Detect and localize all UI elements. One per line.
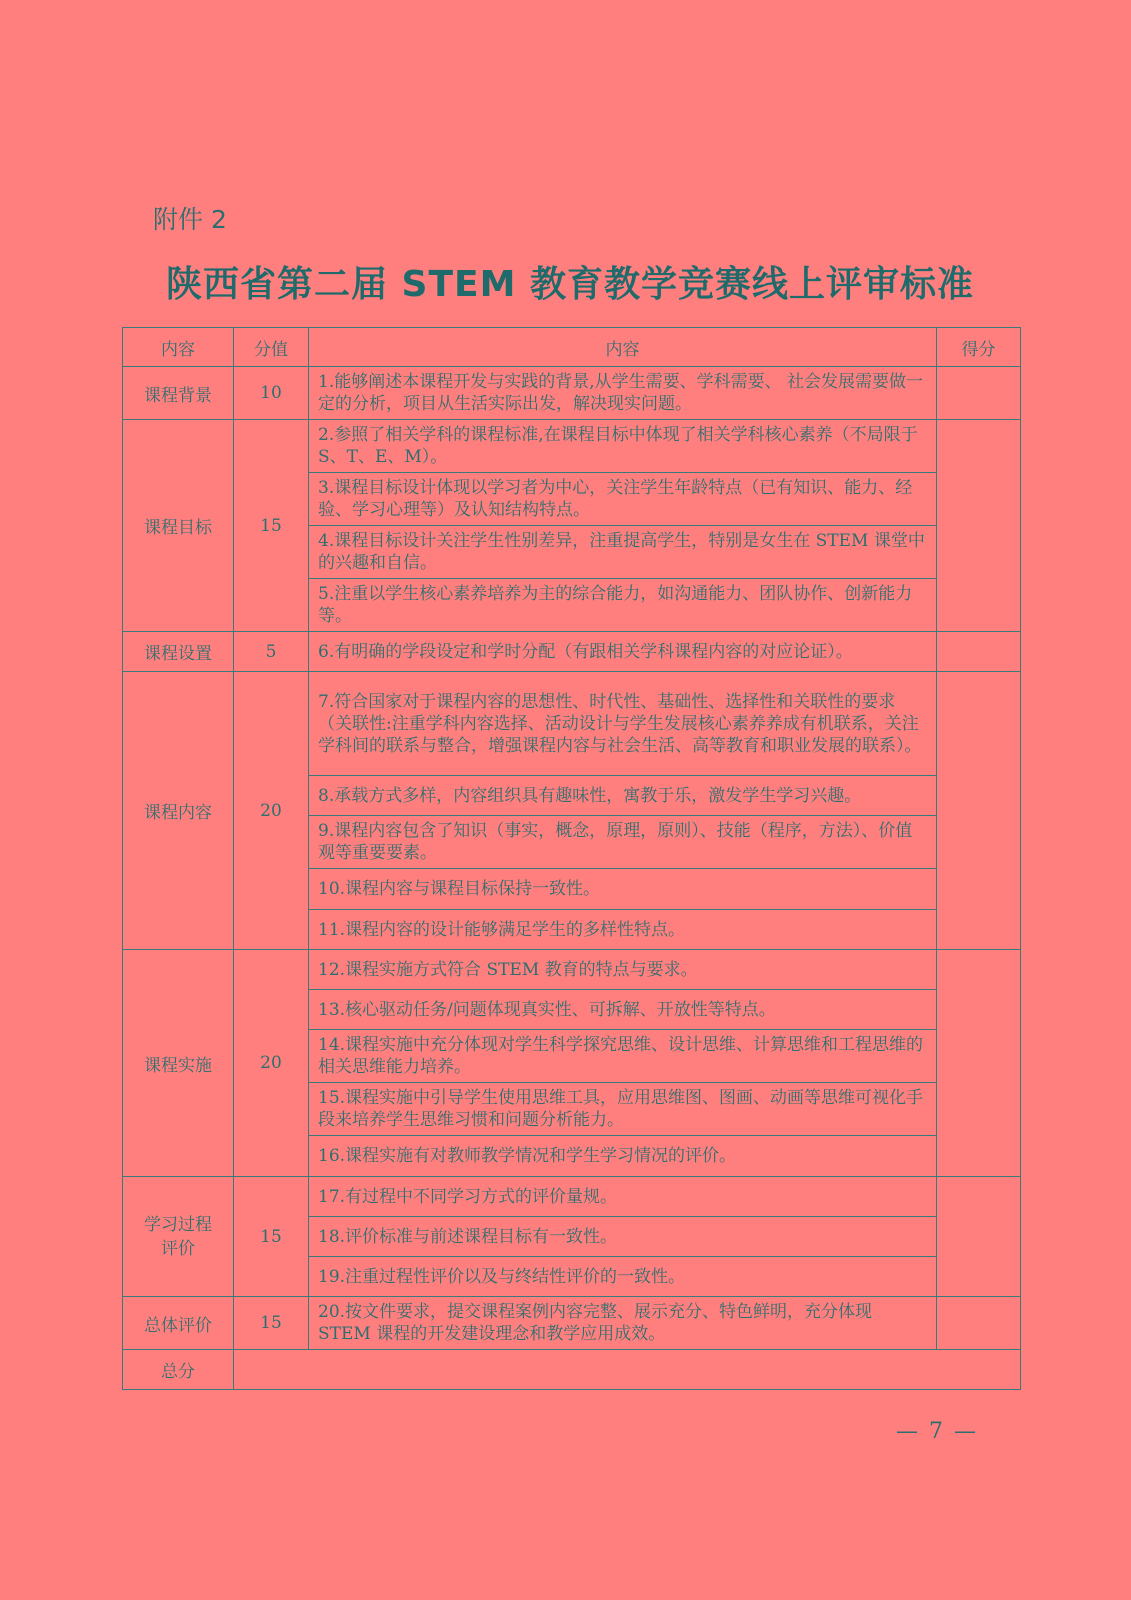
score-cell: 15 [234,1297,309,1350]
table-header-row [123,328,1021,367]
criterion-cell: 17.有过程中不同学习方式的评价量规。 [309,1177,937,1217]
obtained-score-cell[interactable] [937,367,1021,420]
criterion-cell: 5.注重以学生核心素养培养为主的综合能力，如沟通能力、团队协作、创新能力等。 [309,579,937,632]
attachment-label: 附件 2 [153,205,227,234]
category-cell: 课程设置 [123,632,234,672]
criterion-cell: 2.参照了相关学科的课程标准,在课程目标中体现了相关学科核心素养（不局限于 S、T、E、M）。 [309,420,937,473]
table-row [123,672,1021,776]
table-row [123,367,1021,420]
header-score: 分值 [234,328,309,367]
obtained-score-cell[interactable] [937,632,1021,672]
table-row [123,420,1021,473]
category-cell: 学习过程评价 [123,1177,234,1297]
category-cell: 课程内容 [123,672,234,950]
criterion-cell: 16.课程实施有对教师教学情况和学生学习情况的评价。 [309,1136,937,1177]
evaluation-table [122,327,1021,1390]
criterion-cell: 12.课程实施方式符合 STEM 教育的特点与要求。 [309,950,937,990]
criterion-cell: 20.按文件要求，提交课程案例内容完整、展示充分、特色鲜明，充分体现 STEM 课程的开发建设理念和教学应用成效。 [309,1297,937,1350]
criterion-cell: 8.承载方式多样，内容组织具有趣味性，寓教于乐，激发学生学习兴趣。 [309,776,937,816]
total-row [123,1350,1021,1390]
criterion-cell: 1.能够阐述本课程开发与实践的背景,从学生需要、学科需要、 社会发展需要做一定的分析，项目从生活实际出发，解决现实问题。 [309,367,937,420]
category-cell: 总体评价 [123,1297,234,1350]
criterion-cell: 7.符合国家对于课程内容的思想性、时代性、基础性、选择性和关联性的要求（关联性:注重学科内容选择、活动设计与学生发展核心素养养成有机联系，关注学科间的联系与整合，增强课程内容与社会生活、高等教育和职业发展的联系）。 [309,672,937,776]
criterion-cell: 13.核心驱动任务/问题体现真实性、可拆解、开放性等特点。 [309,990,937,1030]
table-row [123,950,1021,990]
obtained-score-cell[interactable] [937,1177,1021,1297]
criterion-cell: 6.有明确的学段设定和学时分配（有跟相关学科课程内容的对应论证）。 [309,632,937,672]
criterion-cell: 15.课程实施中引导学生使用思维工具，应用思维图、图画、动画等思维可视化手段来培养学生思维习惯和问题分析能力。 [309,1083,937,1136]
page-number: — 7 — [896,1419,978,1444]
table-row [123,1177,1021,1217]
document-title: 陕西省第二届 STEM 教育教学竞赛线上评审标准 [166,264,974,305]
obtained-score-cell[interactable] [937,1297,1021,1350]
table-row [123,632,1021,672]
criterion-cell: 3.课程目标设计体现以学习者为中心，关注学生年龄特点（已有知识、能力、经验、学习心理等）及认知结构特点。 [309,473,937,526]
header-obtained: 得分 [937,328,1021,367]
header-content: 内容 [309,328,937,367]
total-value-cell[interactable] [234,1350,1021,1390]
obtained-score-cell[interactable] [937,420,1021,632]
criterion-cell: 11.课程内容的设计能够满足学生的多样性特点。 [309,910,937,950]
score-cell: 5 [234,632,309,672]
total-label: 总分 [123,1350,234,1390]
score-cell: 15 [234,420,309,632]
category-cell: 课程背景 [123,367,234,420]
category-cell: 课程实施 [123,950,234,1177]
criterion-cell: 9.课程内容包含了知识（事实，概念，原理，原则）、技能（程序，方法）、价值观等重要要素。 [309,816,937,869]
header-category: 内容 [123,328,234,367]
score-cell: 10 [234,367,309,420]
criterion-cell: 10.课程内容与课程目标保持一致性。 [309,869,937,910]
score-cell: 20 [234,950,309,1177]
criterion-cell: 4.课程目标设计关注学生性别差异，注重提高学生，特别是女生在 STEM 课堂中的兴趣和自信。 [309,526,937,579]
criterion-cell: 18.评价标准与前述课程目标有一致性。 [309,1217,937,1257]
table-row [123,1297,1021,1350]
score-cell: 20 [234,672,309,950]
obtained-score-cell[interactable] [937,950,1021,1177]
score-cell: 15 [234,1177,309,1297]
obtained-score-cell[interactable] [937,672,1021,950]
criterion-cell: 19.注重过程性评价以及与终结性评价的一致性。 [309,1257,937,1297]
category-cell: 课程目标 [123,420,234,632]
criterion-cell: 14.课程实施中充分体现对学生科学探究思维、设计思维、计算思维和工程思维的相关思维能力培养。 [309,1030,937,1083]
